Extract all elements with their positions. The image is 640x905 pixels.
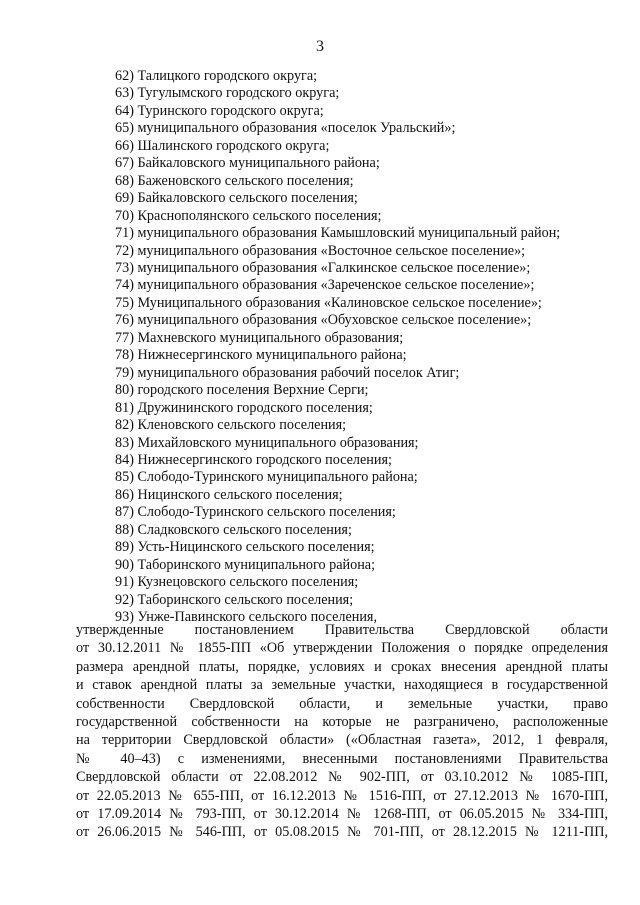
paragraph-line: от 22.05.2013 № 655-ПП, от 16.12.2013 № 1516-ПП, от 27.12.2013 № 1670-ПП,: [76, 787, 608, 804]
paragraph-line: и ставок арендной платы за земельные участки, находящиеся в государственной: [76, 677, 608, 694]
list-item: 92) Таборинского сельского поселения;: [115, 591, 354, 608]
list-item: 74) муниципального образования «Зареченское сельское поселение»;: [115, 277, 535, 294]
paragraph-line: № 40–43) с изменениями, внесенными постановлениями Правительства: [76, 750, 608, 767]
list-item: 62) Талицкого городского округа;: [115, 68, 318, 84]
list-item: 91) Кузнецовского сельского поселения;: [115, 574, 359, 591]
paragraph-line: Свердловской области от 22.08.2012 № 902-ПП, от 03.10.2012 № 1085-ПП,: [76, 769, 608, 786]
list-item: 90) Таборинского муниципального района;: [115, 556, 376, 573]
paragraph-line: утвержденные постановлением Правительства Свердловской области: [76, 622, 608, 638]
list-item: 71) муниципального образования Камышловский муниципальный район;: [115, 225, 561, 242]
list-item: 83) Михайловского муниципального образования;: [115, 434, 419, 451]
municipality-list: [115, 68, 615, 627]
list-item: 66) Шалинского городского округа;: [115, 137, 330, 154]
list-item: 68) Баженовского сельского поселения;: [115, 172, 354, 189]
paragraph-line: собственности Свердловской области, и земельные участки, право: [76, 695, 608, 712]
list-item: 72) муниципального образования «Восточное сельское поселение»;: [115, 242, 526, 259]
page-number: 3: [316, 38, 324, 55]
list-item: 64) Туринского городского округа;: [115, 102, 324, 119]
list-item: 65) муниципального образования «поселок Уральский»;: [115, 120, 456, 137]
paragraph-line: от 30.12.2011 № 1855-ПП «Об утверждении Положения о порядке определения: [76, 640, 608, 657]
paragraph-line: на территории Свердловской области» («Областная газета», 2012, 1 февраля,: [76, 732, 608, 749]
paragraph-line: от 17.09.2014 № 793-ПП, от 30.12.2014 № 1268-ПП, от 06.05.2015 № 334-ПП,: [76, 806, 608, 823]
list-item: 78) Нижнесергинского муниципального района;: [115, 347, 407, 364]
list-item: 63) Тугулымского городского округа;: [115, 85, 340, 102]
regulation-paragraph: [76, 621, 608, 842]
list-item: 86) Ницинского сельского поселения;: [115, 486, 343, 503]
paragraph-line: размера арендной платы, порядке, условиях и сроках внесения арендной платы: [76, 658, 608, 675]
list-item: 93) Унже-Павинского сельского поселения,: [115, 609, 378, 626]
list-item: 80) городского поселения Верхние Серги;: [115, 382, 369, 399]
list-item: 75) Муниципального образования «Калиновское сельское поселение»;: [115, 294, 542, 311]
list-item: 70) Краснополянского сельского поселения;: [115, 207, 382, 224]
list-item: 88) Сладковского сельского поселения;: [115, 521, 352, 538]
list-item: 82) Кленовского сельского поселения;: [115, 417, 347, 434]
list-item: 76) муниципального образования «Обуховское сельское поселение»;: [115, 312, 532, 329]
list-item: 73) муниципального образования «Галкинское сельское поселение»;: [115, 259, 531, 276]
list-item: 87) Слободо-Туринского сельского поселения;: [115, 504, 396, 521]
paragraph-line: от 26.06.2015 № 546-ПП, от 05.08.2015 № 701-ПП, от 28.12.2015 № 1211-ПП,: [76, 824, 608, 841]
list-item: 79) муниципального образования рабочий поселок Атиг;: [115, 364, 460, 381]
list-item: 85) Слободо-Туринского муниципального района;: [115, 469, 418, 486]
list-item: 77) Махневского муниципального образования;: [115, 329, 404, 346]
list-item: 67) Байкаловского муниципального района;: [115, 155, 380, 172]
list-item: 81) Дружининского городского поселения;: [115, 399, 373, 416]
list-item: 89) Усть-Ницинского сельского поселения;: [115, 539, 375, 556]
paragraph-line: государственной собственности на которые не разграничено, расположенные: [76, 714, 608, 731]
list-item: 84) Нижнесергинского городского поселения;: [115, 451, 392, 468]
list-item: 69) Байкаловского сельского поселения;: [115, 190, 358, 207]
